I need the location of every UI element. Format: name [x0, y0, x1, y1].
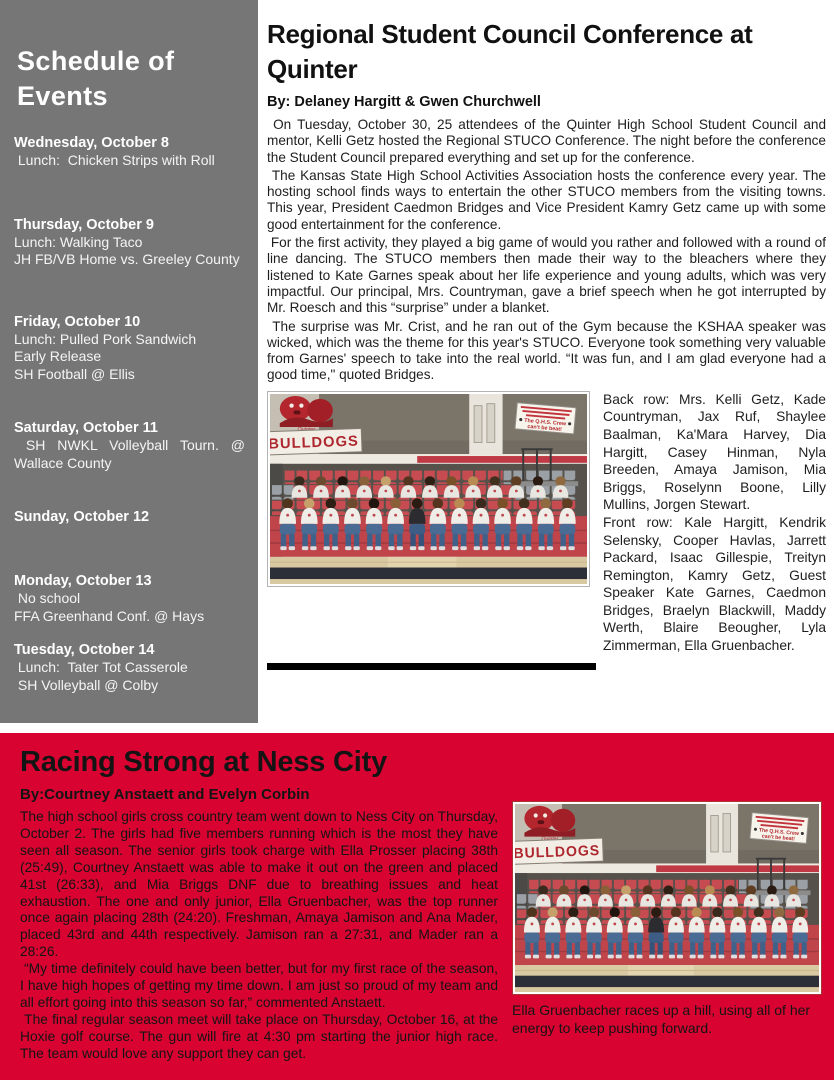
racing-byline: By:Courtney Anstaett and Evelyn Corbin [20, 786, 310, 803]
event-tuesday [14, 641, 245, 694]
racing-paragraph: “My time definitely could have been better, but for my first race of the season, I have high hopes of getting my time down. I am just so proud of my team and all effort going into this season so far,” commented Anstaett. [20, 961, 502, 1010]
event-saturday [14, 419, 249, 472]
schedule-sidebar [0, 0, 258, 723]
event-date: Thursday, October 9 [14, 216, 154, 233]
schedule-title: Schedule of Events [17, 46, 175, 111]
article-paragraph: On Tuesday, October 30, 25 attendees of the Quinter High School Student Council and mentor, Kelli Getz hosted the Regional STUCO Conference. The night before the conference the Student Council prepared everything and set up for the conference. [267, 117, 830, 165]
stuco-article [258, 0, 834, 733]
event-date: Friday, October 10 [14, 313, 141, 330]
event-detail: SH Football @ Ellis [14, 365, 135, 382]
stuco-group-photo [267, 391, 590, 587]
racing-photo-caption: Ella Gruenbacher races up a hill, using all of her energy to keep pushing forward. [512, 1002, 811, 1036]
article-paragraph: The Kansas State High School Activities Association hosts the conference every year. The hosting school finds ways to entertain the other STUCO members from the visiting towns. This year, President Caedmon Bridges and Vice President Kamry Getz came up with some good entertainment for the conference. [267, 167, 830, 232]
racing-paragraph: The final regular season meet will take place on Thursday, October 16, at the Hoxie golf course. The gun will fire at 4:30 pm starting the junior high race. The team would love any support they can get. [20, 1011, 502, 1061]
article-body [267, 117, 830, 384]
event-detail: JH FB/VB Home vs. Greeley County [14, 251, 240, 267]
event-date: Monday, October 13 [14, 573, 152, 589]
caption-front-row: Front row: Kale Hargitt, Kendrik Selensky, Cooper Havlas, Jarrett Packard, Isaac Gillespie, Treityn Remington, Kamry Getz, Guest Speaker Kate Garnes, Caedmon Bridges, Braelyn Blackwill, Maddy Werth, Blaire Beougher, Lyla Zimmerman, Ella Gruenbacher. [603, 514, 826, 654]
racing-body [20, 809, 502, 1063]
event-date: Tuesday, October 14 [14, 642, 155, 658]
stuco-photo-caption [603, 391, 826, 655]
article-paragraph: The surprise was Mr. Crist, and he ran out of the Gym because the KSHAA speaker was wicked, which was the theme for this year's STUCO. Everyone took something very valuable from Garnes' speech to take into the real world. “It was fun, and I am glad everyone had a good time," quoted Bridges. [267, 318, 830, 383]
event-detail: SH NWKL Volleyball Tourn. @ Wallace County [14, 437, 249, 471]
event-detail: No school [14, 590, 81, 606]
event-date: Saturday, October 11 [14, 420, 158, 436]
article-byline: By: Delaney Hargitt & Gwen Churchwell [267, 94, 541, 110]
event-date: Wednesday, October 8 [14, 135, 169, 151]
event-detail: Lunch: Walking Taco [14, 233, 143, 250]
racing-photo [512, 801, 822, 995]
article-media-row [267, 391, 826, 655]
event-friday [14, 313, 245, 384]
event-detail: Lunch: Tater Tot Casserole [14, 659, 188, 675]
black-divider-bar [267, 663, 596, 670]
event-detail: Lunch: Pulled Pork Sandwich [14, 330, 197, 347]
event-detail: FFA Greenhand Conf. @ Hays [14, 607, 205, 624]
article-title: Regional Student Council Conference at Quinter [267, 19, 753, 84]
event-detail: Early Release [14, 348, 102, 364]
event-detail: SH Volleyball @ Colby [14, 676, 159, 693]
event-thursday [14, 216, 245, 269]
event-monday [14, 572, 245, 625]
racing-section [0, 733, 834, 1080]
caption-back-row: Back row: Mrs. Kelli Getz, Kade Countryman, Jax Ruf, Shaylee Baalman, Ka'Mara Harvey, Dia Hargitt, Casey Hinman, Nyla Breeden, Amaya Jamison, Mia Briggs, Roselynn Boone, Lilly Mullins, Jorgen Stewart. [603, 391, 826, 513]
racing-title: Racing Strong at Ness City [20, 746, 388, 778]
event-sunday [14, 508, 245, 526]
event-detail: Lunch: Chicken Strips with Roll [14, 152, 215, 168]
event-wednesday [14, 134, 245, 170]
event-date: Sunday, October 12 [14, 509, 150, 525]
schedule-events [14, 134, 249, 694]
article-paragraph: For the first activity, they played a big game of would you rather and followed with a round of line dancing. The STUCO members then made their way to the bleachers where they listened to Kate Garnes speak about her life experience and young adults, which was very impactful. Our principal, Mrs. Countryman, gave a brief speech when he got interrupted by Mr. Roesch and this “surprise” under a blanket. [267, 235, 830, 316]
racing-paragraph: The high school girls cross country team went down to Ness City on Thursday, October 2. The girls had five members running which is the most they have seen all season. The senior girls took charge with Ella Prosser placing 38th (25:49), Courtney Anstaett was able to make it out on the green and placed 41st (26:33), and Mia Briggs DNF due to breathing issues and heat exhaustion. The one and only junior, Ella Gruenbacher, was the top runner once again placing 28th (24:20). Freshman, Amaya Jamison and Ana Mader, placed 43rd and 44th respectively. Jamison ran a 27:31, and Mader ran a 28:26. [20, 809, 502, 960]
